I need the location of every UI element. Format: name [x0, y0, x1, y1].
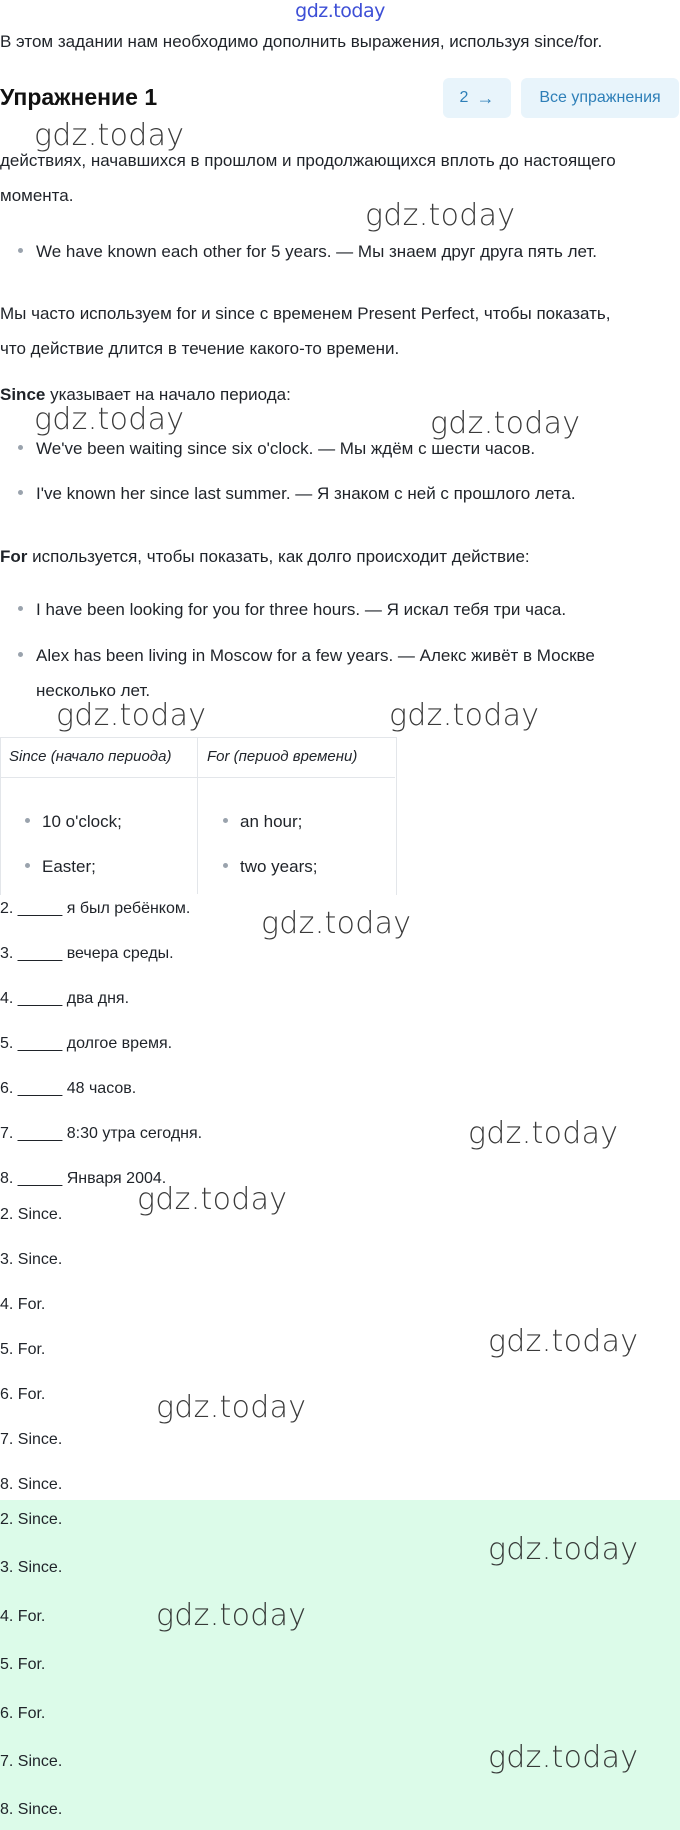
table-cell: [223, 857, 317, 877]
theory-paragraph-2-line-2: что действие длится в течение какого-то времени.: [0, 339, 400, 358]
bullet-icon: [18, 248, 23, 253]
watermark: gdz.today: [34, 402, 185, 437]
for-definition: [0, 539, 530, 574]
answer-item: 4. For.: [0, 1296, 46, 1313]
bullet-icon: [25, 818, 30, 823]
bullet-icon: [18, 490, 23, 495]
table-cell-text: an hour;: [240, 812, 303, 831]
watermark: gdz.today: [430, 406, 581, 441]
answer-item: 6. For.: [0, 1386, 46, 1403]
answer-item: 7. Since.: [0, 1431, 63, 1448]
table-cell-text: Easter;: [42, 857, 96, 876]
example-text: I've known her since last summer. — Я знаком с ней с прошлого лета.: [36, 484, 576, 503]
bullet-icon: [223, 863, 228, 868]
table-cell-text: two years;: [240, 857, 318, 876]
arrow-right-icon: →: [476, 87, 495, 108]
question-item: 8. _____ Января 2004.: [0, 1170, 167, 1187]
all-exercises-button[interactable]: [521, 78, 679, 118]
table-cell-text: 10 o'clock;: [42, 812, 122, 831]
table-cell: [223, 812, 302, 832]
list-item: [18, 476, 576, 511]
answer-item-highlighted: 5. For.: [0, 1656, 46, 1673]
answer-item: 2. Since.: [0, 1206, 63, 1223]
watermark: gdz.today: [156, 1598, 307, 1633]
task-intro-text: В этом задании нам необходимо дополнить выражения, используя since/for.: [0, 32, 603, 51]
answer-item: 3. Since.: [0, 1251, 63, 1268]
bullet-icon: [223, 818, 228, 823]
for-keyword: For: [0, 547, 28, 566]
list-item: [18, 592, 566, 627]
example-text: Alex has been living in Moscow for a few years. — Алекс живёт в Москве: [36, 646, 595, 665]
exercise-title: Упражнение 1: [0, 84, 158, 110]
watermark: gdz.today: [488, 1324, 639, 1359]
list-item: [18, 234, 597, 269]
for-definition-text: используется, чтобы показать, как долго происходит действие:: [27, 547, 530, 566]
since-definition-text: указывает на начало периода:: [45, 385, 291, 404]
all-exercises-label: Все упражнения: [539, 89, 661, 106]
theory-paragraph-1-line-2: момента.: [0, 186, 74, 205]
bullet-icon: [18, 445, 23, 450]
answer-item-highlighted: 4. For.: [0, 1608, 46, 1625]
since-keyword: Since: [0, 385, 46, 404]
question-item: 3. _____ вечера среды.: [0, 945, 174, 962]
answer-item: 8. Since.: [0, 1476, 63, 1493]
site-logo[interactable]: gdz.today: [295, 0, 385, 22]
example-text: I have been looking for you for three hours. — Я искал тебя три часа.: [36, 600, 567, 619]
question-item: 6. _____ 48 часов.: [0, 1080, 137, 1097]
watermark: gdz.today: [137, 1182, 288, 1217]
list-item: [18, 638, 595, 673]
bullet-icon: [18, 652, 23, 657]
table-header-for: For (период времени): [207, 748, 358, 765]
next-exercise-label: 2: [459, 89, 469, 106]
answer-item: 5. For.: [0, 1341, 46, 1358]
answer-item-highlighted: 7. Since.: [0, 1753, 63, 1770]
watermark: gdz.today: [365, 198, 516, 233]
answer-item-highlighted: 3. Since.: [0, 1559, 63, 1576]
table-divider: [197, 737, 198, 894]
example-text: We've been waiting since six o'clock. — Мы ждём с шести часов.: [36, 439, 536, 458]
table-divider: [0, 777, 395, 778]
watermark: gdz.today: [34, 118, 185, 153]
table-header-since: Since (начало периода): [9, 748, 172, 765]
example-text-continued: несколько лет.: [36, 681, 151, 700]
answer-item-highlighted: 6. For.: [0, 1705, 46, 1722]
table-cell: [25, 857, 96, 877]
watermark: gdz.today: [488, 1740, 639, 1775]
answer-item-highlighted: 2. Since.: [0, 1511, 63, 1528]
watermark: gdz.today: [389, 698, 540, 733]
watermark: gdz.today: [156, 1390, 307, 1425]
watermark: gdz.today: [468, 1116, 619, 1151]
theory-paragraph-1-line-1: действиях, начавшихся в прошлом и продолжающихся вплоть до настоящего: [0, 151, 616, 170]
question-item: 4. _____ два дня.: [0, 990, 130, 1007]
table-cell: [25, 812, 122, 832]
watermark: gdz.today: [261, 906, 412, 941]
bullet-icon: [25, 863, 30, 868]
bullet-icon: [18, 606, 23, 611]
answer-item-highlighted: 8. Since.: [0, 1801, 63, 1818]
question-item: 7. _____ 8:30 утра сегодня.: [0, 1125, 203, 1142]
next-exercise-button[interactable]: [443, 78, 511, 118]
watermark: gdz.today: [56, 698, 207, 733]
question-item: 2. _____ я был ребёнком.: [0, 900, 191, 917]
watermark: gdz.today: [488, 1532, 639, 1567]
question-item: 5. _____ долгое время.: [0, 1035, 173, 1052]
example-text: We have known each other for 5 years. — Мы знаем друг друга пять лет.: [36, 242, 598, 261]
theory-paragraph-2-line-1: Мы часто используем for и since с временем Present Perfect, чтобы показать,: [0, 304, 611, 323]
